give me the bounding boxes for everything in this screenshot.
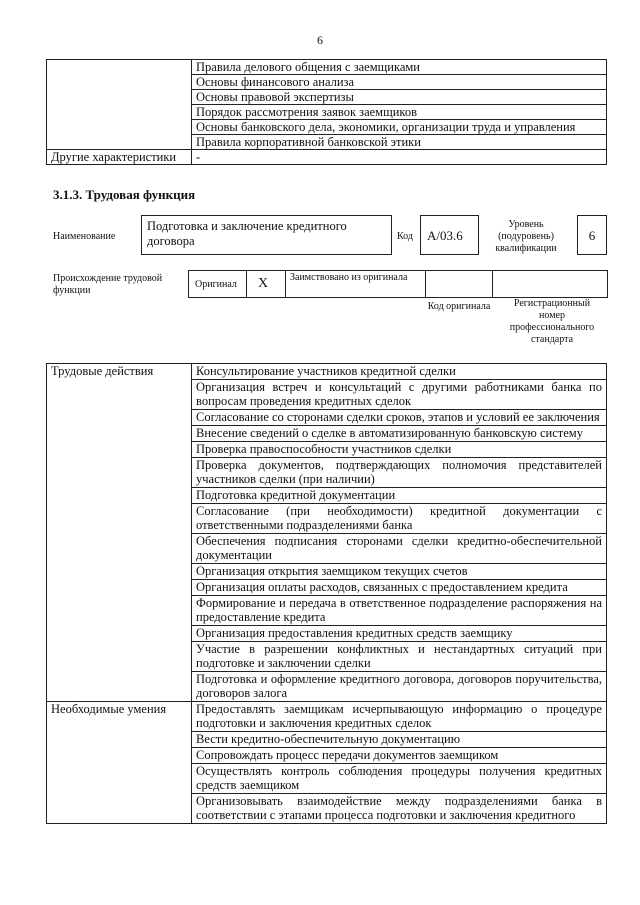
labor-action-item: Согласование со сторонами сделки сроков, этапов и условий ее заключения <box>192 410 607 426</box>
level-box <box>577 215 607 255</box>
divider <box>492 270 493 297</box>
labor-action-item: Проверка документов, подтверждающих полномочия представителей участников сделки (при наличии) <box>192 458 607 488</box>
labor-action-item: Обеспечения подписания сторонами сделки кредитно-обеспечительной документации <box>192 534 607 564</box>
labor-action-item: Внесение сведений о сделке в автоматизированную банковскую систему <box>192 426 607 442</box>
required-skill-item: Организовывать взаимодействие между подразделениями банка в соответствии с этапами процесса подготовки и заключения кредитного <box>192 794 607 824</box>
other-characteristics-value: - <box>192 150 607 165</box>
labor-action-item: Организация встреч и консультаций с другими работниками банка по вопросам проведения кредитных сделок <box>192 380 607 410</box>
labor-action-item: Согласование (при необходимости) кредитной документации с ответственными подразделениями банка <box>192 504 607 534</box>
borrowed-label: Заимствовано из оригинала <box>290 272 408 283</box>
other-characteristics-label: Другие характеристики <box>47 150 192 165</box>
original-mark: X <box>258 276 269 291</box>
labor-action-item: Организация открытия заемщиком текущих счетов <box>192 564 607 580</box>
knowledge-item: Правила корпоративной банковской этики <box>192 135 607 150</box>
table-row <box>47 60 607 75</box>
required-skill-item: Вести кредитно-обеспечительную документацию <box>192 732 607 748</box>
level-value: 6 <box>588 228 596 243</box>
knowledge-item: Порядок рассмотрения заявок заемщиков <box>192 105 607 120</box>
name-label: Наименование <box>53 231 116 242</box>
table-row <box>47 364 607 380</box>
empty-label-cell <box>47 60 192 150</box>
code-label: Код <box>397 231 413 242</box>
table-row <box>47 702 607 732</box>
knowledge-item: Основы финансового анализа <box>192 75 607 90</box>
required-skill-item: Осуществлять контроль соблюдения процедуры получения кредитных средств заемщиком <box>192 764 607 794</box>
page-number: 6 <box>317 33 323 47</box>
required-skill-item: Сопровождать процесс передачи документов заемщиком <box>192 748 607 764</box>
labor-action-item: Формирование и передача в ответственное подразделение распоряжения на предоставление кредита <box>192 596 607 626</box>
table-row <box>47 150 607 165</box>
labor-actions-label: Трудовые действия <box>47 364 192 702</box>
name-box <box>141 215 392 255</box>
function-name: Подготовка и заключение кредитного договора <box>147 219 347 248</box>
code-original-caption: Код оригинала <box>427 301 491 312</box>
labor-action-item: Подготовка кредитной документации <box>192 488 607 504</box>
function-code: A/03.6 <box>427 228 463 243</box>
divider <box>425 270 426 297</box>
knowledge-item: Основы правовой экспертизы <box>192 90 607 105</box>
divider <box>246 270 247 297</box>
labor-action-item: Подготовка и оформление кредитного договора, договоров поручительства, договоров залога <box>192 672 607 702</box>
required-skills-label: Необходимые умения <box>47 702 192 824</box>
code-box <box>420 215 479 255</box>
section-title: 3.1.3. Трудовая функция <box>53 187 196 202</box>
divider <box>285 270 286 297</box>
knowledge-item: Основы банковского дела, экономики, организации труда и управления <box>192 120 607 135</box>
labor-action-item: Организация оплаты расходов, связанных с предоставлением кредита <box>192 580 607 596</box>
required-skill-item: Предоставлять заемщикам исчерпывающую информацию о процедуре подготовки и заключения кредитных сделок <box>192 702 607 732</box>
knowledge-table <box>46 59 607 165</box>
labor-action-item: Проверка правоспособности участников сделки <box>192 442 607 458</box>
labor-action-item: Организация предоставления кредитных средств заемщику <box>192 626 607 642</box>
labor-action-item: Участие в разрешении конфликтных и нестандартных ситуаций при подготовке и заключении сделки <box>192 642 607 672</box>
knowledge-item: Правила делового общения с заемщиками <box>192 60 607 75</box>
reg-number-caption: Регистрационный номер профессионального стандарта <box>509 298 595 345</box>
level-label: Уровень (подуровень) квалификации <box>495 219 557 254</box>
origin-label: Происхождение трудовой функции <box>53 273 163 296</box>
labor-actions-table <box>46 363 607 824</box>
original-label: Оригинал <box>195 279 237 290</box>
labor-action-item: Консультирование участников кредитной сделки <box>192 364 607 380</box>
